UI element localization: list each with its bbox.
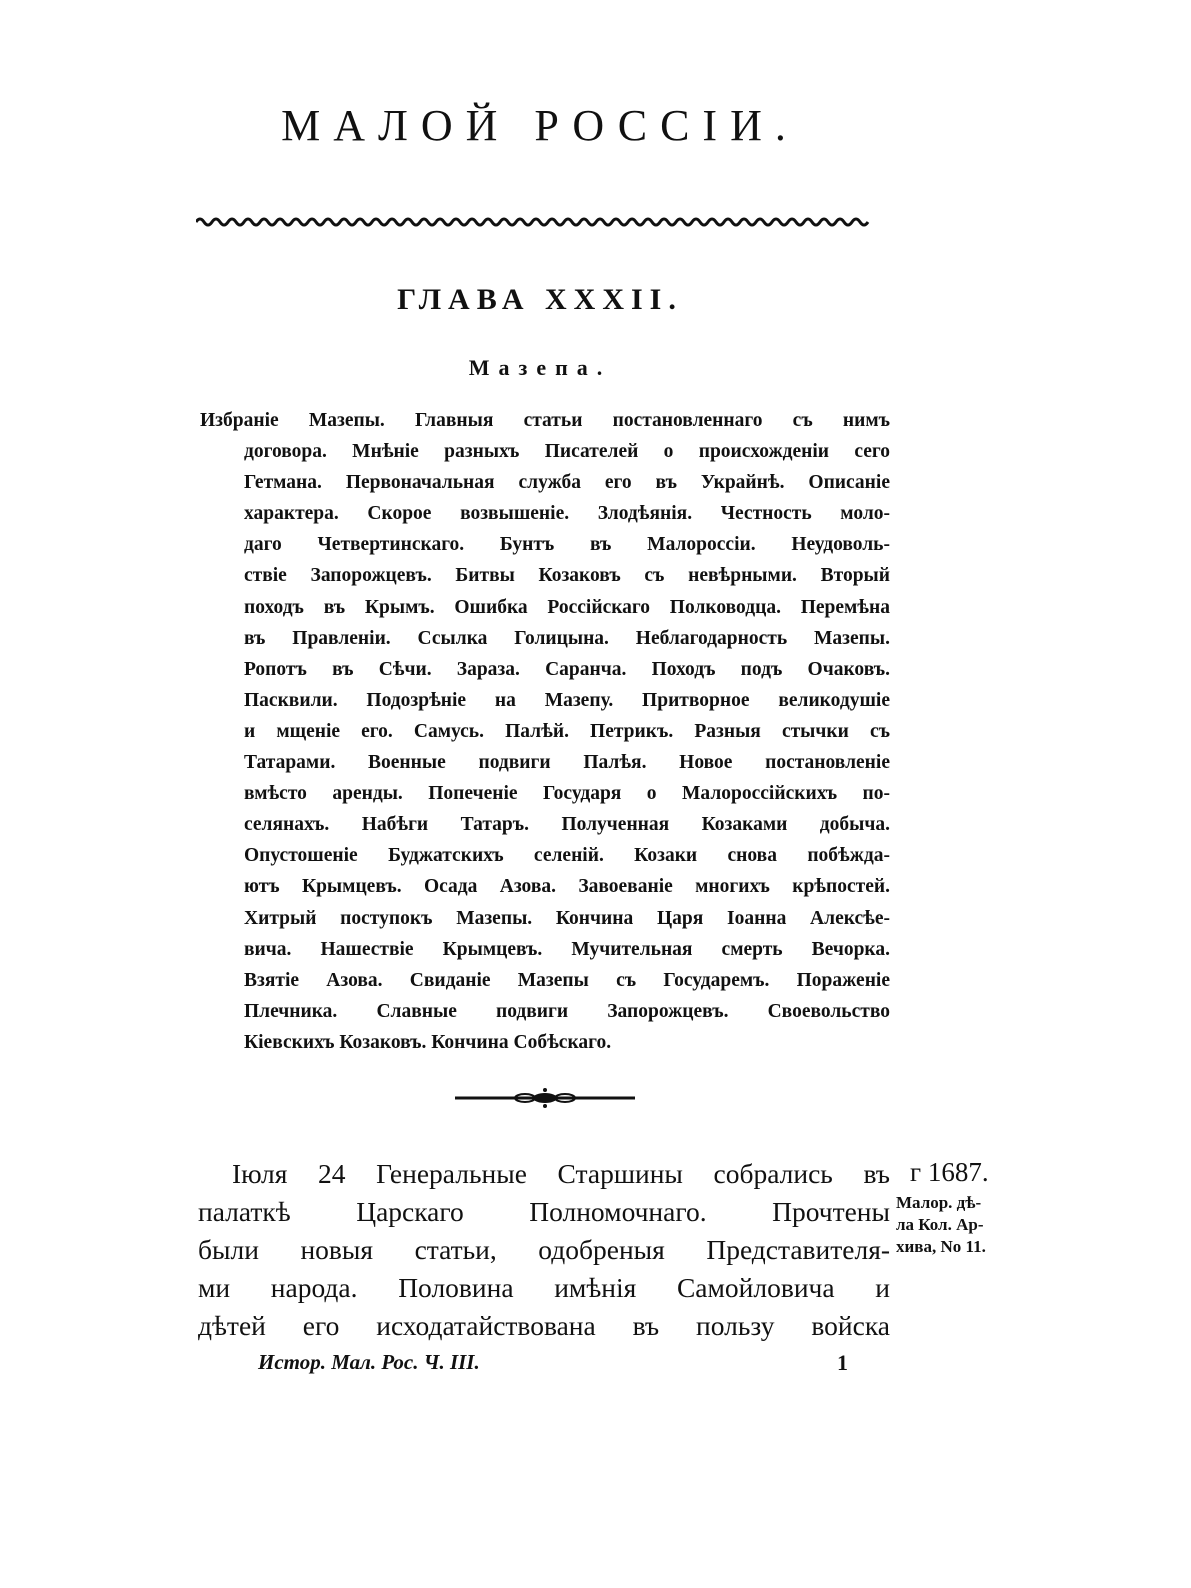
summary-line: Ропотъ въ Сѣчи. Зараза. Саранча. Походъ подъ Очаковъ. bbox=[244, 658, 890, 680]
chapter-subtitle: Мазепа. bbox=[468, 355, 612, 380]
running-title: МАЛОЙ РОССІИ. bbox=[281, 101, 799, 150]
margin-note-line: ла Кол. Ар- bbox=[896, 1215, 984, 1234]
summary-line: характера. Скорое возвышеніе. Злодѣянія. Честность моло- bbox=[244, 503, 890, 525]
chapter-title: ГЛАВА XXXII. bbox=[397, 283, 683, 316]
summary-line: Опустошеніе Буджатскихъ селеній. Козаки снова побѣжда- bbox=[244, 845, 890, 867]
margin-year: г 1687. bbox=[910, 1157, 989, 1187]
ornament-divider bbox=[455, 1087, 635, 1109]
body-paragraph bbox=[198, 1155, 890, 1345]
summary-line: вича. Нашествіе Крымцевъ. Мучительная смерть Вечорка. bbox=[244, 938, 890, 960]
summary-line: въ Правленіи. Ссылка Голицына. Неблагодарность Мазепы. bbox=[244, 627, 890, 649]
summary-line: ютъ Крымцевъ. Осада Азова. Завоеваніе многихъ крѣпостей. bbox=[244, 876, 890, 898]
page-number: 1 bbox=[837, 1350, 848, 1375]
summary-line: и мщеніе его. Самусь. Палѣй. Петрикъ. Разныя стычки съ bbox=[244, 720, 890, 742]
summary-line: Пасквили. Подозрѣніе на Мазепу. Притворное великодушіе bbox=[244, 689, 890, 711]
summary-line: Хитрый поступокъ Мазепы. Кончина Царя Іоанна Алексѣе- bbox=[244, 907, 890, 929]
summary-line: вмѣсто аренды. Попеченіе Государя о Малороссійскихъ по- bbox=[244, 783, 890, 805]
body-line: ми народа. Половина имѣнія Самойловича и bbox=[198, 1272, 890, 1303]
margin-note-line: Малор. дѣ- bbox=[896, 1193, 982, 1212]
summary-line: Избраніе Мазепы. Главныя статьи постановленнаго съ нимъ bbox=[200, 410, 890, 431]
summary-line: селянахъ. Набѣги Татаръ. Полученная Козаками добыча. bbox=[244, 814, 890, 836]
wavy-rule-divider bbox=[196, 213, 876, 231]
chapter-summary bbox=[200, 405, 890, 1058]
body-line: дѣтей его исходатайствована въ пользу войска bbox=[198, 1310, 890, 1341]
margin-note-line: хива, No 11. bbox=[896, 1237, 986, 1256]
summary-line: даго Четвертинскаго. Бунтъ въ Малороссіи. Неудоволь- bbox=[244, 534, 890, 556]
summary-line: Гетмана. Первоначальная служба его въ Украйнѣ. Описаніе bbox=[244, 472, 890, 494]
summary-line: Взятіе Азова. Свиданіе Мазепы съ Государемъ. Пораженіе bbox=[244, 969, 890, 991]
body-line: Іюля 24 Генеральные Старшины собрались въ bbox=[232, 1158, 890, 1189]
summary-line: Кіевскихъ Козаковъ. Кончина Собѣскаго. bbox=[244, 1031, 612, 1053]
summary-line: Плечника. Славные подвиги Запорожцевъ. Своевольство bbox=[244, 1000, 890, 1022]
footer-signature: Истор. Мал. Рос. Ч. III. bbox=[258, 1350, 480, 1374]
body-line: палаткѣ Царскаго Полномочнаго. Прочтены bbox=[198, 1196, 890, 1227]
summary-line: ствіе Запорожцевъ. Битвы Козаковъ съ невѣрными. Вторый bbox=[244, 565, 890, 587]
body-line: были новыя статьи, одобреныя Представителя- bbox=[198, 1234, 890, 1265]
margin-note bbox=[896, 1192, 1026, 1258]
summary-line: Татарами. Военные подвиги Палѣя. Новое постановленіе bbox=[244, 752, 890, 774]
summary-line: походъ въ Крымъ. Ошибка Россійскаго Полководца. Перемѣна bbox=[244, 596, 890, 618]
summary-line: договора. Мнѣніе разныхъ Писателей о происхожденіи сего bbox=[244, 441, 890, 463]
